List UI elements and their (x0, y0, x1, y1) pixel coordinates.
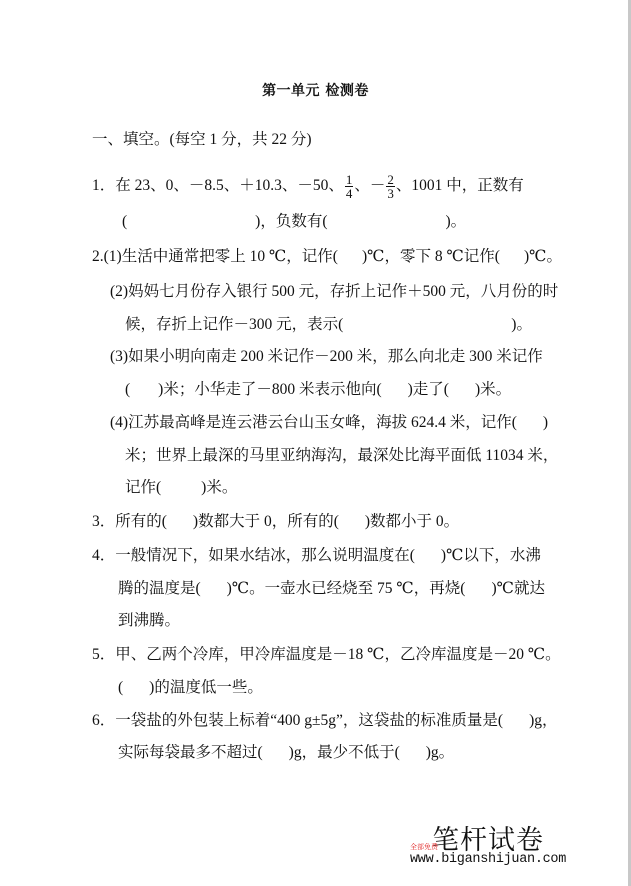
question-4-line-3: 到沸腾。 (118, 612, 181, 629)
q1-text-d: )，负数有( (255, 213, 328, 230)
question-5-line-1: 5．甲、乙两个冷库，甲冷库温度是－18 ℃，乙冷库温度是－20 ℃。 (92, 646, 561, 663)
q6-text-d: )g，最少不低于( (288, 744, 400, 761)
page-title: 第一单元 检测卷 (262, 83, 369, 99)
q4-text-e: )℃就达 (491, 580, 545, 597)
question-1-line-1 (92, 173, 524, 200)
q2-1-text-a: 2.(1)生活中通常把零上 10 ℃，记作( (92, 248, 338, 265)
q2-3-text-b: )走了( (407, 381, 449, 398)
q1-paren-open: ( (122, 213, 128, 230)
q2-4-text-a: (4)江苏最高峰是连云港云台山玉女峰，海拔 624.4 米，记作( (110, 414, 517, 431)
q1-text-e: )。 (445, 213, 467, 230)
q2-1-text-c: )℃。 (523, 248, 562, 265)
q4-text-b: )℃以下，水沸 (440, 547, 541, 564)
q4-text-c: 腾的温度是( (118, 580, 201, 597)
q2-2-text-b: )。 (511, 316, 532, 333)
question-2-2-line-1: (2)妈妈七月份存入银行 500 元，存折上记作＋500 元，八月份的时 (110, 283, 559, 300)
question-6-line-2 (118, 743, 454, 763)
fraction-one-quarter (345, 173, 354, 200)
q2-4-text-b: 记作( (125, 479, 162, 496)
q2-3-paren-open: ( (125, 381, 131, 398)
q5-paren-open: ( (118, 679, 124, 696)
question-5-line-2 (118, 678, 263, 698)
q6-text-b: )g， (529, 712, 558, 729)
q5-text-a: )的温度低一些。 (149, 679, 263, 696)
question-1-line-2 (122, 212, 466, 232)
q3-text-b: )数都大于 0，所有的( (192, 513, 339, 530)
fraction-numerator: 2 (387, 172, 394, 187)
q6-text-a: 6．一袋盐的外包装上标着“400 g±5g”，这袋盐的标准质量是( (92, 712, 504, 729)
q3-text-c: )数都小于 0。 (364, 513, 460, 530)
q1-text-b: 、－ (354, 177, 386, 195)
q3-text-a: 3．所有的( (92, 513, 167, 530)
section-heading: 一、填空。(每空 1 分，共 22 分) (92, 131, 312, 148)
fraction-numerator: 1 (345, 172, 353, 187)
q4-text-a: 4．一般情况下，如果水结冰，那么说明温度在( (92, 547, 415, 564)
q6-text-c: 实际每袋最多不超过( (118, 744, 263, 761)
question-4-line-2 (118, 579, 545, 599)
question-2-4-line-1 (110, 413, 548, 433)
q4-text-d: )℃。一壶水已经烧至 75 ℃，再烧( (226, 580, 466, 597)
question-4-line-1 (92, 546, 541, 566)
fraction-denominator: 3 (387, 186, 394, 201)
question-2-4-line-3 (125, 478, 237, 498)
question-2-4-line-2: 米；世界上最深的马里亚纳海沟，最深处比海平面低 11034 米， (125, 447, 559, 464)
q1-text-a: 1．在 23、0、－8.5、＋10.3、－50、 (92, 177, 344, 195)
q1-text-c: 、1001 中，正数有 (395, 177, 524, 195)
question-6-line-1 (92, 711, 557, 731)
fraction-denominator: 4 (345, 186, 353, 201)
question-2-3-line-2 (125, 380, 511, 400)
q2-3-text-c: )米。 (474, 381, 512, 398)
question-2-2-line-2 (125, 315, 532, 335)
q6-text-e: )g。 (425, 744, 455, 761)
q2-4-text-c: )米。 (201, 479, 238, 496)
q2-4-paren-close: ) (542, 414, 549, 431)
watermark-url: www.biganshijuan.com (410, 852, 567, 867)
question-2-3-line-1: (3)如果小明向南走 200 米记作－200 米，那么向北走 300 米记作 (110, 348, 543, 365)
q2-3-text-a: )米；小华走了－800 米表示他向( (158, 381, 382, 398)
q2-2-text-a: 候，存折上记作－300 元，表示( (125, 316, 344, 333)
question-3 (92, 512, 459, 532)
q2-1-text-b: )℃，零下 8 ℃记作( (361, 248, 500, 265)
question-2-1 (92, 247, 562, 267)
watermark-tag: 全部免费 (410, 843, 438, 851)
watermark-brand: 笔杆试卷 (432, 825, 544, 856)
fraction-two-thirds (386, 173, 395, 200)
